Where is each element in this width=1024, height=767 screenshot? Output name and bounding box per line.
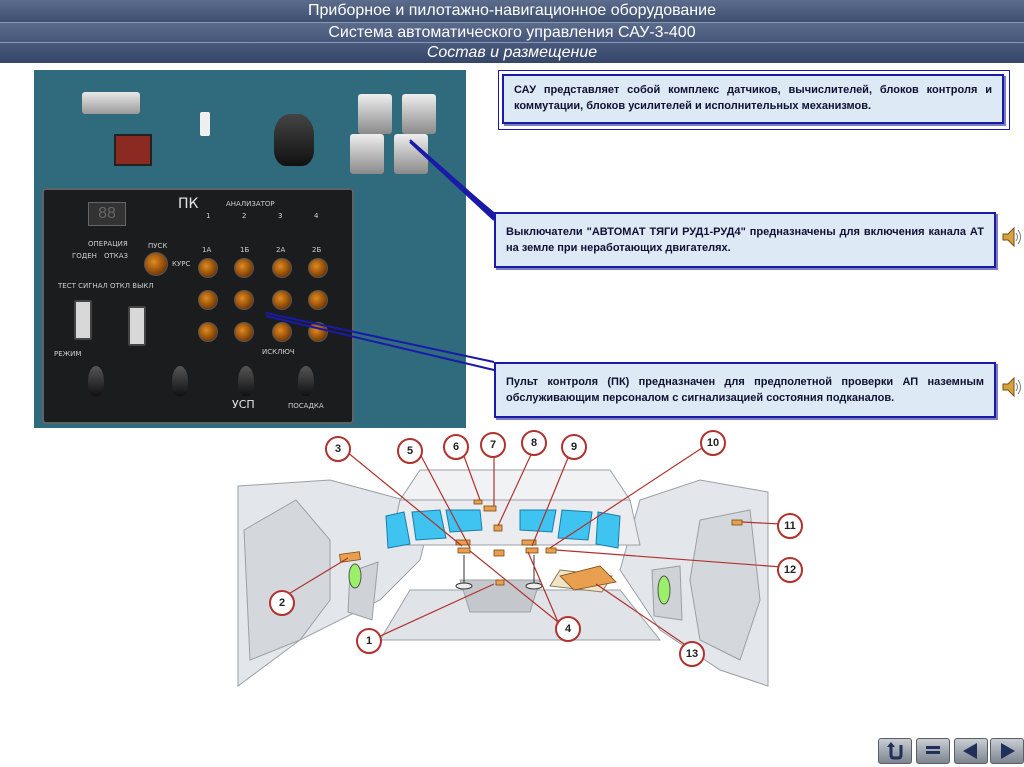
label-ch4: 4 (314, 212, 319, 220)
page-subtitle: Система автоматического управления САУ-3-400 (0, 22, 1024, 43)
diagram-label-8: 8 (521, 430, 547, 456)
label-kurs: КУРС (172, 260, 191, 268)
diagram-label-4: 4 (555, 616, 581, 642)
return-icon (879, 739, 911, 763)
diagram-label-5: 5 (397, 438, 423, 464)
back-icon (955, 739, 987, 763)
label-otkaz: ОТКАЗ (104, 252, 129, 260)
label-operation: ОПЕРАЦИЯ (88, 240, 128, 248)
callout-intro: САУ представляет собой комплекс датчиков, вычислителей, блоков контроля и коммутации, блоков усилителей и исполнительных механизмов. (502, 74, 1004, 124)
forward-icon (991, 739, 1023, 763)
label-posadka: ПОСАДКА (288, 402, 324, 410)
label-rezhim: РЕЖИМ (54, 350, 82, 358)
callout-control-panel: Пульт контроля (ПК) предназначен для предполетной проверки АП наземным обслуживающим персоналом с сигнализацией состояния подканалов. (494, 362, 996, 418)
label-2b: 2Б (312, 246, 322, 254)
diagram-label-11: 11 (777, 513, 803, 539)
label-2a: 2А (276, 246, 286, 254)
diagram-label-2: 2 (269, 590, 295, 616)
label-1b: 1Б (240, 246, 250, 254)
return-button[interactable] (878, 738, 912, 764)
label-test-row: ТЕСТ СИГНАЛ ОТКЛ ВЫКЛ (58, 282, 154, 290)
side-window-right (658, 576, 670, 604)
digit-display: 88 (88, 202, 126, 226)
label-usp: УСП (232, 398, 255, 411)
callout-switches: Выключатели "АВТОМАТ ТЯГИ РУД1-РУД4" предназначены для включения канала АТ на земле при неработающих двигателях. (494, 212, 996, 268)
diagram-label-7: 7 (480, 432, 506, 458)
label-goden: ГОДЕН (72, 252, 97, 260)
page-title: Приборное и пилотажно-навигационное оборудование (0, 0, 1024, 22)
label-analyzer: АНАЛИЗАТОР (226, 200, 275, 208)
label-ch2: 2 (242, 212, 247, 220)
label-pusk: ПУСК (148, 242, 168, 250)
diagram-label-6: 6 (443, 434, 469, 460)
back-button[interactable] (954, 738, 988, 764)
diagram-label-12: 12 (777, 557, 803, 583)
label-1a: 1А (202, 246, 212, 254)
side-window-left (349, 564, 361, 588)
diagram-label-1: 1 (356, 628, 382, 654)
diagram-label-9: 9 (561, 434, 587, 460)
diagram-label-10: 10 (700, 430, 726, 456)
menu-icon (917, 739, 949, 763)
diagram-label-3: 3 (325, 436, 351, 462)
section-title: Состав и размещение (0, 42, 1024, 63)
label-ch3: 3 (278, 212, 283, 220)
forward-button[interactable] (990, 738, 1024, 764)
label-pk: ПК (178, 196, 199, 212)
diagram-label-13: 13 (679, 641, 705, 667)
menu-button[interactable] (916, 738, 950, 764)
label-ch1: 1 (206, 212, 211, 220)
label-isklyuch: ИСКЛЮЧ (262, 348, 295, 356)
